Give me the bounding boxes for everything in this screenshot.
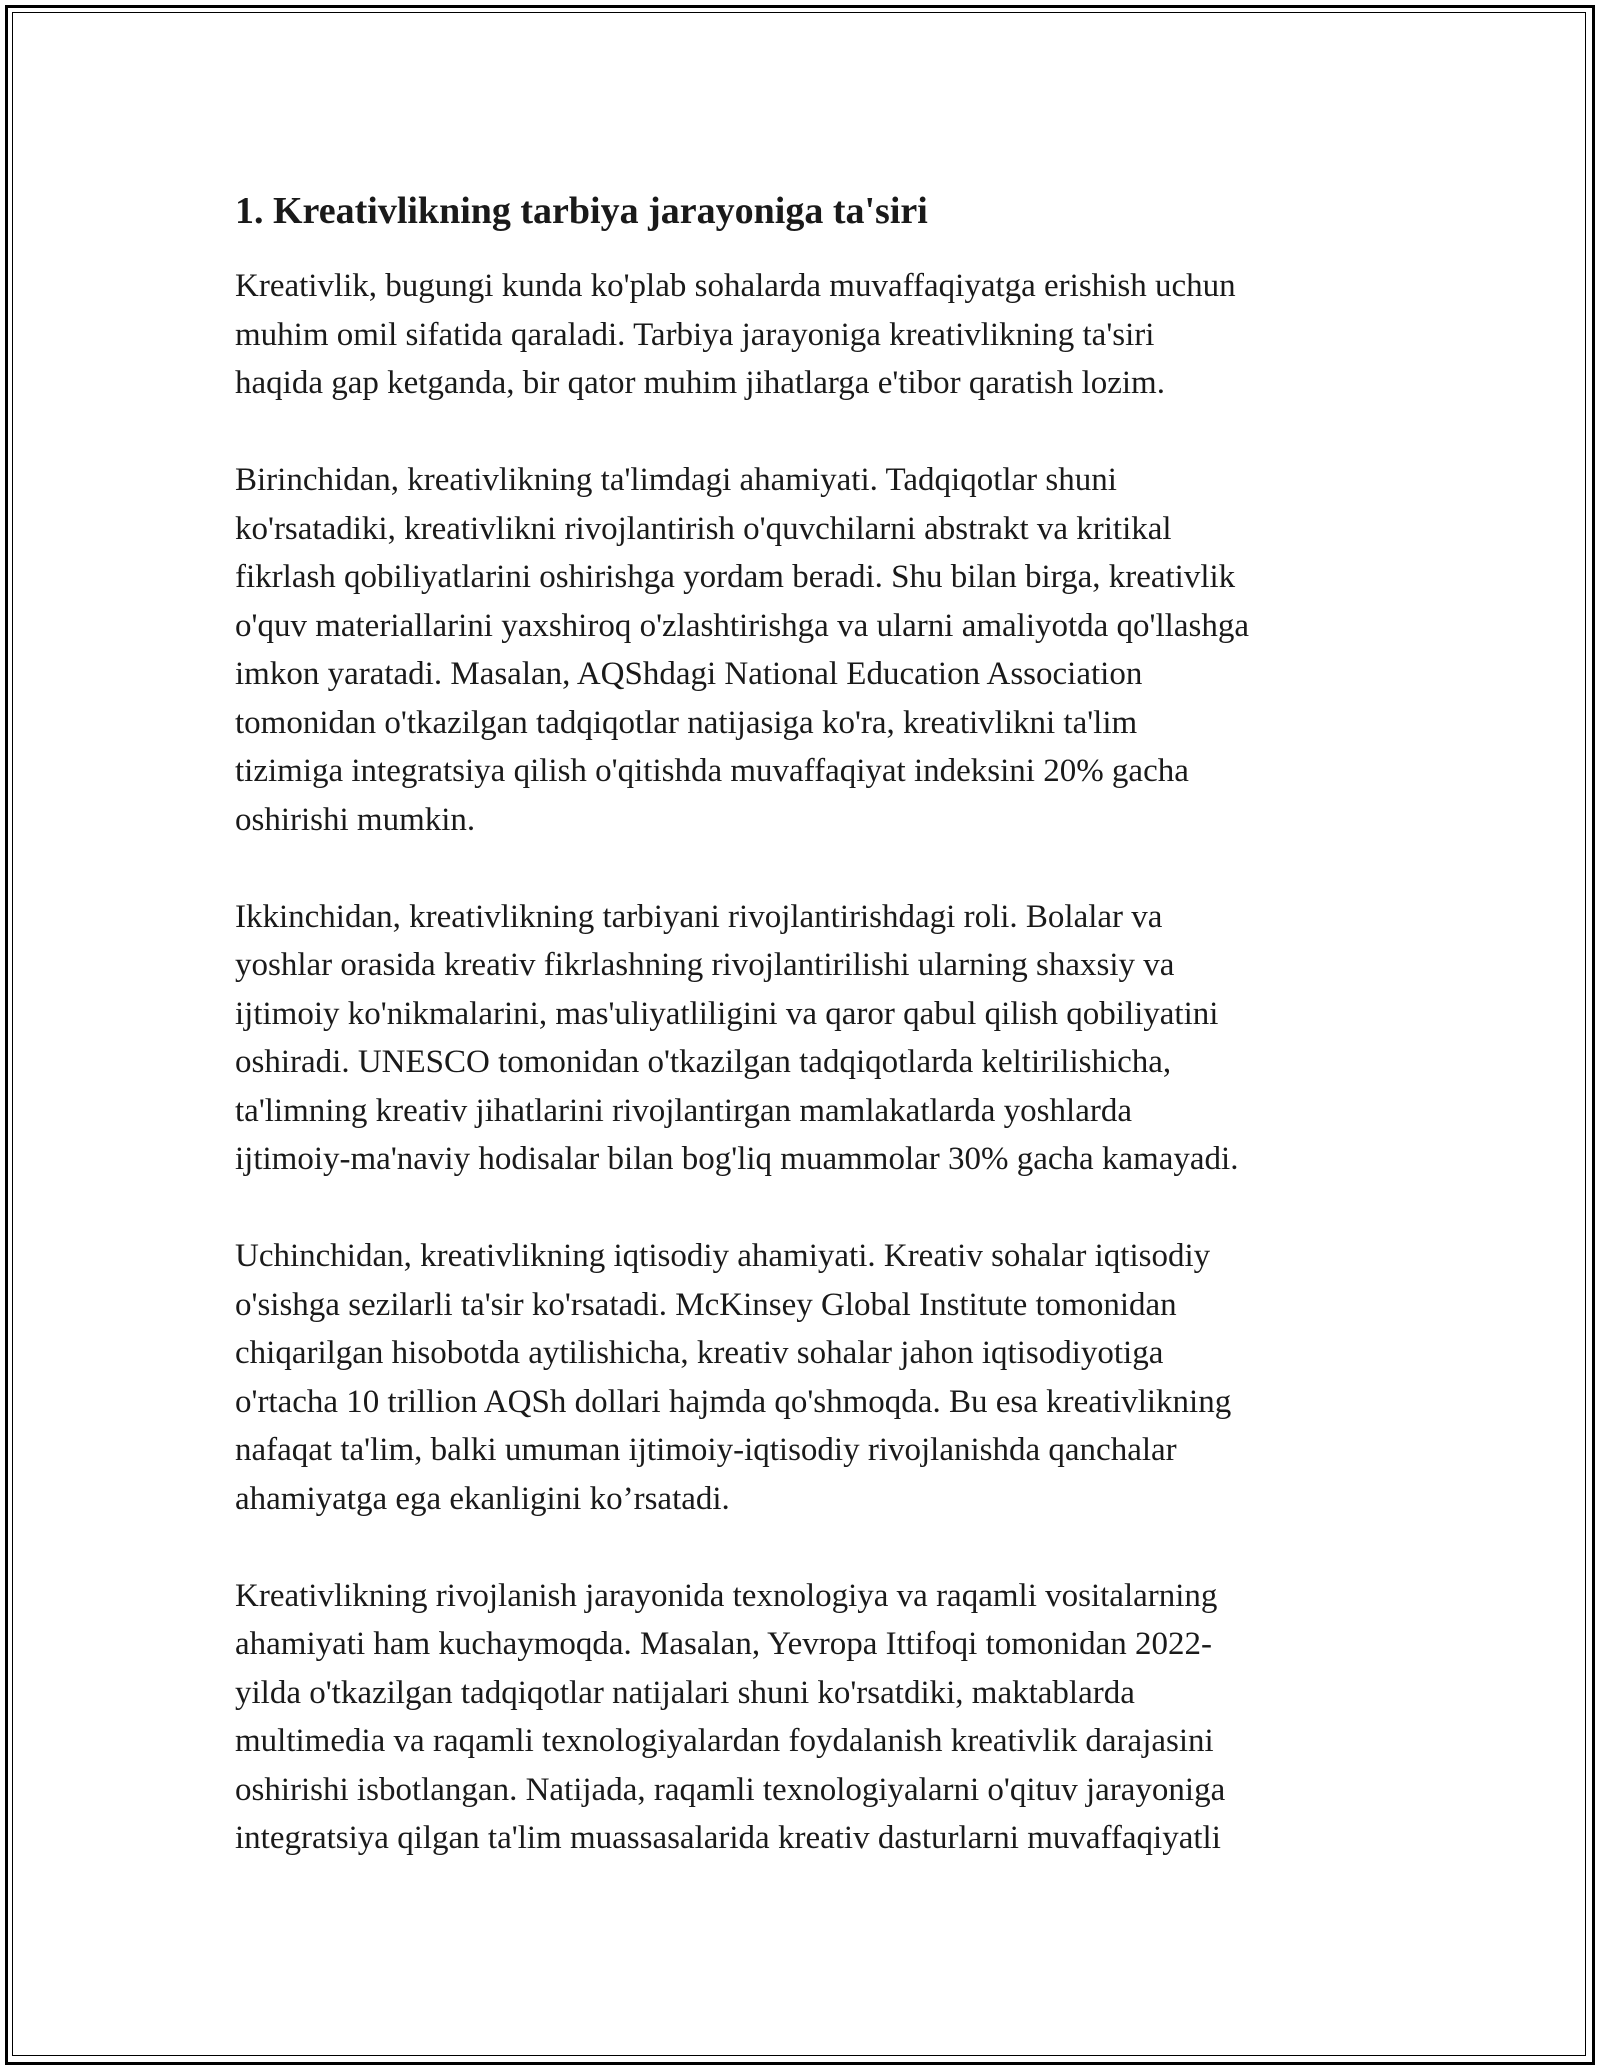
paragraph-line: integratsiya qilgan ta'lim muassasalarida kreativ dasturlarni muvaffaqiyatli: [235, 1820, 1221, 1856]
paragraph-line: oshirishi isbotlangan. Natijada, raqamli texnologiyalarni o'qituv jarayoniga: [235, 1771, 1226, 1808]
paragraph-line: chiqarilgan hisobotda aytilishicha, kreativ sohalar jahon iqtisodiyotiga: [235, 1335, 1164, 1371]
paragraph-line: multimedia va raqamli texnologiyalardan foydalanish kreativlik darajasini: [235, 1723, 1214, 1759]
paragraph-line: tomonidan o'tkazilgan tadqiqotlar natijasiga ko'ra, kreativlikni ta'lim: [235, 704, 1138, 741]
paragraph-line: fikrlash qobiliyatlarini oshirishga yordam beradi. Shu bilan birga, kreativlik: [235, 559, 1236, 595]
paragraph: [235, 456, 1370, 844]
paragraph-line: o'quv materiallarini yaxshiroq o'zlashtirishga va ularni amaliyotda qo'llashga: [235, 607, 1249, 644]
paragraph-line: tizimiga integratsiya qilish o'qitishda muvaffaqiyat indeksini 20% gacha: [235, 753, 1189, 789]
section-heading: 1. Kreativlikning tarbiya jarayoniga ta'siri: [235, 190, 928, 232]
document-body: [235, 186, 1370, 1911]
paragraph-line: ko'rsatadiki, kreativlikni rivojlantirish o'quvchilarni abstrakt va kritikal: [235, 510, 1172, 547]
paragraph-line: Birinchidan, kreativlikning ta'limdagi ahamiyati. Tadqiqotlar shuni: [235, 462, 1117, 498]
paragraph: [235, 1572, 1370, 1863]
paragraph-list: [235, 262, 1370, 1863]
paragraph-line: Kreativlik, bugungi kunda ko'plab sohalarda muvaffaqiyatga erishish uchun: [235, 268, 1236, 304]
paragraph-line: yilda o'tkazilgan tadqiqotlar natijalari shuni ko'rsatdiki, maktablarda: [235, 1674, 1135, 1711]
paragraph-line: o'rtacha 10 trillion AQSh dollari hajmda qo'shmoqda. Bu esa kreativlikning: [235, 1383, 1232, 1420]
paragraph-line: yoshlar orasida kreativ fikrlashning rivojlantirilishi ularning shaxsiy va: [235, 947, 1175, 983]
paragraph-line: ijtimoiy ko'nikmalarini, mas'uliyatliligini va qaror qabul qilish qobiliyatini: [235, 995, 1219, 1032]
paragraph: [235, 893, 1370, 1184]
paragraph-line: ahamiyati ham kuchaymoqda. Masalan, Yevropa Ittifoqi tomonidan 2022-: [235, 1626, 1212, 1662]
paragraph-line: oshiradi. UNESCO tomonidan o'tkazilgan tadqiqotlarda keltirilishicha,: [235, 1044, 1172, 1080]
paragraph-line: oshirishi mumkin.: [235, 801, 476, 838]
paragraph-line: o'sishga sezilarli ta'sir ko'rsatadi. McKinsey Global Institute tomonidan: [235, 1286, 1177, 1323]
paragraph-line: ijtimoiy-ma'naviy hodisalar bilan bog'liq muammolar 30% gacha kamayadi.: [235, 1141, 1239, 1177]
paragraph-line: nafaqat ta'lim, balki umuman ijtimoiy-iqtisodiy rivojlanishda qanchalar: [235, 1432, 1177, 1468]
paragraph: [235, 1232, 1370, 1523]
paragraph-line: ta'limning kreativ jihatlarini rivojlantirgan mamlakatlarda yoshlarda: [235, 1092, 1132, 1129]
paragraph-line: muhim omil sifatida qaraladi. Tarbiya jarayoniga kreativlikning ta'siri: [235, 316, 1155, 353]
paragraph-line: Ikkinchidan, kreativlikning tarbiyani rivojlantirishdagi roli. Bolalar va: [235, 898, 1163, 935]
paragraph-line: imkon yaratadi. Masalan, AQShdagi National Education Association: [235, 656, 1143, 692]
paragraph-line: haqida gap ketganda, bir qator muhim jihatlarga e'tibor qaratish lozim.: [235, 365, 1165, 401]
paragraph-line: Kreativlikning rivojlanish jarayonida texnologiya va raqamli vositalarning: [235, 1577, 1218, 1614]
paragraph-line: Uchinchidan, kreativlikning iqtisodiy ahamiyati. Kreativ sohalar iqtisodiy: [235, 1238, 1211, 1274]
paragraph: [235, 262, 1370, 408]
paragraph-line: ahamiyatga ega ekanligini ko’rsatadi.: [235, 1480, 730, 1517]
